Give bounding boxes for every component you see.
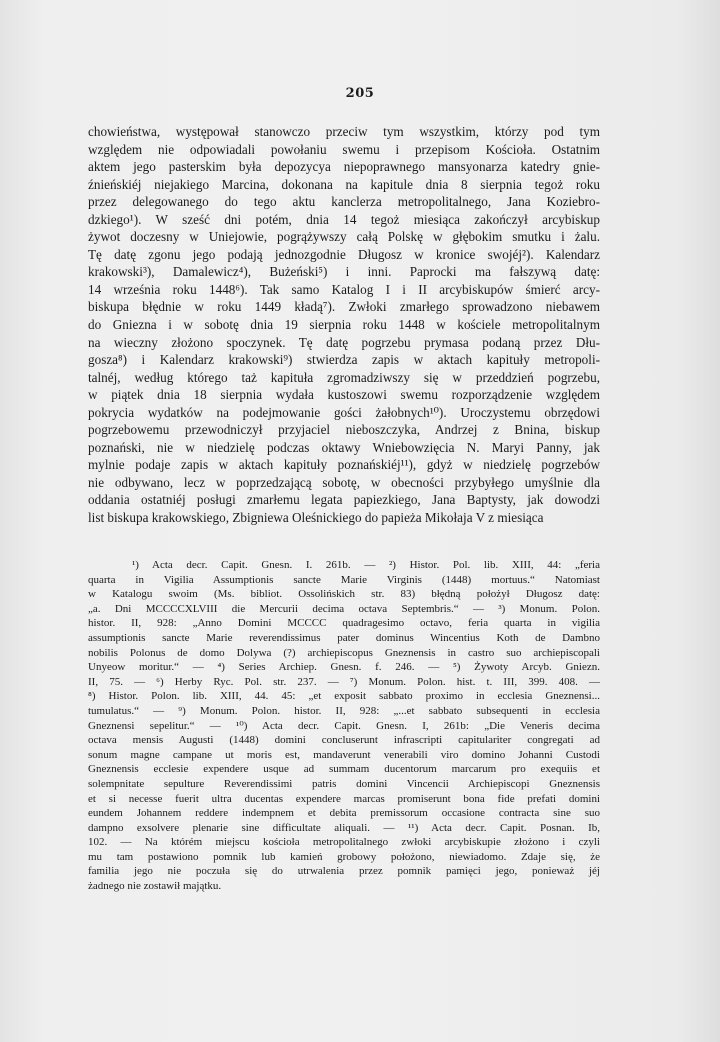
body-text-line: aktem jego pasterskim była depozycya niepoprawnego mansyonarza katedry gnie- — [88, 159, 600, 175]
footnotes — [88, 558, 600, 894]
footnote-line: nobilis Polonus de domo Dolywa (?) archiepiscopus Gneznensis in castro suo archiepiscopali — [88, 646, 600, 659]
page-number: 205 — [345, 86, 375, 101]
body-text-line: talnéj, według którego taż kapituła zgromadziwszy się w przeddzień pogrzebu, — [88, 369, 600, 385]
body-text-line: przez delegowanego do tego aktu kanclerza metropolitalnego, Jana Koziebro- — [88, 194, 600, 210]
body-text-line: dzkiego¹). W sześć dni potém, dnia 14 tegoż miesiąca zakończył arcybiskup — [88, 211, 600, 227]
footnote-line: et si necesse fuerit ultra ducentas expendere marcas promiserunt bona fide prefati domini — [88, 792, 600, 805]
body-text-line: pokrycia wydatków na podejmowanie gości żałobnych¹⁰). Uroczystemu obrzędowi — [88, 404, 600, 420]
body-text-line: krakowski³), Damalewicz⁴), Bużeński⁵) i inni. Paprocki ma fałszywą datę: — [88, 264, 600, 280]
footnote-line: Unyeow moritur.“ — ⁴) Series Archiep. Gnesn. f. 246. — ⁵) Żywoty Arcyb. Gniezn. — [88, 661, 600, 674]
footnote-line: w Katalogu swoim (Ms. bibliot. Ossolińskich str. 83) błędną położył Długosz datę: — [88, 588, 600, 601]
body-text-line: list biskupa krakowskiego, Zbigniewa Oleśnickiego do papieża Mikołaja V z miesiąca — [88, 510, 544, 526]
body-text-line: oddania ostatniéj posługi zmarłemu legata papiezkiego, Jana Baptysty, jak dowodzi — [88, 492, 600, 508]
footnote-line: dampno exsolvere plenarie sine difficultate aliquali. — ¹¹) Acta decr. Capit. Posnan. Ib, — [88, 821, 600, 834]
body-text-line: względem nie odpowiadali powołaniu swemu i przepisom Kościoła. Ostatnim — [88, 141, 600, 157]
body-text-line: pogrzebowemu przewodniczył przyjaciel nieboszczyka, Andrzej z Bnina, biskup — [88, 422, 600, 438]
footnote-line: ¹) Acta decr. Capit. Gnesn. I. 261b. — ²) Histor. Pol. lib. XIII, 44: „feria — [132, 559, 600, 571]
body-text-line: biskupa błędnie w roku 1449 kładą⁷). Zwłoki zmarłego sprowadzono niebawem — [88, 299, 600, 315]
body-text-line: mylnie podaje zapis w aktach kapituły poznańskiéj¹¹), gdyż w niedzielę pogrzebów — [88, 457, 600, 473]
footnote-line: octava mensis Augusti (1448) domini concluserunt infrascripti capitulariter congregati ad — [88, 734, 600, 747]
body-text-line: poznański, nie w niedzielę podczas oktawy Wniebowzięcia N. Maryi Panny, jak — [88, 439, 600, 455]
footnote-line: „a. Dni MCCCCXLVIII die Mercurii decima octava Septembris.“ — ³) Monum. Polon. — [88, 602, 600, 615]
body-text-line: źnieńskiéj niejakiego Marcina, dokonana na kapitule dnia 8 sierpnia tegoż roku — [88, 176, 600, 192]
body-text — [88, 123, 600, 527]
footnote-line: mu tam postawiono pomnik lub kamień grobowy położono, niewiadomo. Zdaje się, że — [88, 850, 600, 863]
footnote-line: familia jego nie poczuła się do utrwalenia przez pomnik pamięci jego, ponieważ jéj — [88, 865, 600, 878]
footnote-line: ⁸) Histor. Polon. lib. XIII, 44. 45: „et exposit sabbato proximo in ecclesia Gneznensi... — [88, 690, 600, 703]
footnote-line: histor. II, 928: „Anno Domini MCCCC quadragesimo octavo, feria quarta in vigilia — [88, 617, 600, 630]
footnote-line: II, 75. — ⁶) Herby Ryc. Pol. str. 237. — ⁷) Monum. Polon. hist. t. III, 399. 408. — — [88, 675, 600, 688]
body-text-line: żywot doczesny w Uniejowie, pogrążywszy całą Polskę w głębokim smutku i żalu. — [88, 229, 600, 245]
body-text-line: w piątek dnia 18 sierpnia wydała kustoszowi swemu rozporządzenie względem — [88, 387, 600, 403]
body-text-line: 14 września roku 1448⁶). Tak samo Katalog I i II arcybiskupów śmierć arcy- — [88, 281, 600, 297]
footnote-line: solempnitate sepulture Reverendissimi patris domini Vincencii Archiepiscopi Gneznensis — [88, 777, 600, 790]
footnote-line: Gneznensi sepelitur.“ — ¹⁰) Acta decr. Capit. Gnesn. I, 261b: „Die Veneris decima — [88, 719, 600, 732]
footnote-line: Gneznensis ecclesie expendere usque ad summam ducentorum marcarum pro exequiis et — [88, 763, 600, 776]
footnote-line: tumulatus.“ — ⁹) Monum. Polon. histor. II, 928: „...et sabbato subsequenti in ecclesia — [88, 704, 600, 717]
footnote-line: assumptionis sancte Marie reverendissimus pater dominus Wincentius Koth de Dambno — [88, 631, 600, 644]
footnote-line: quarta in Vigilia Assumptionis sancte Marie Virginis (1448) mortuus.“ Natomiast — [88, 573, 600, 586]
footnote-line: eundem Johannem reddere indempnem et debita premissorum occasione contracta sine suo — [88, 807, 600, 820]
body-text-line: gosza⁸) i Kalendarz krakowski⁹) stwierdza zapis w aktach kapituły metropoli- — [88, 352, 600, 368]
footnote-line: sonum magne campane ut moris est, mandaverunt venerabili viro domino Johanni Custodi — [88, 748, 600, 761]
body-text-line: na wieczny złożono spoczynek. Tę datę pogrzebu prymasa podaną przez Dłu- — [88, 334, 600, 350]
body-text-line: chowieństwa, występował stanowczo przeciw tym wszystkim, którzy pod tym — [88, 124, 600, 139]
body-text-line: do Gniezna i w sobotę dnia 19 sierpnia roku 1448 w kościele metropolitalnym — [88, 317, 600, 333]
body-text-line: nie odbywano, lecz w poprzedzającą sobotę, w obecności przybyłego umyślnie dla — [88, 474, 600, 490]
footnote-line: 102. — Na którém miejscu kościoła metropolitalnego zwłoki arcybiskupie złożono i czyli — [88, 836, 600, 849]
footnote-line: żadnego nie zostawił majątku. — [88, 880, 222, 893]
body-text-line: Tę datę zgonu jego podają jednozgodnie Długosz w kronice swojéj²). Kalendarz — [88, 246, 600, 262]
